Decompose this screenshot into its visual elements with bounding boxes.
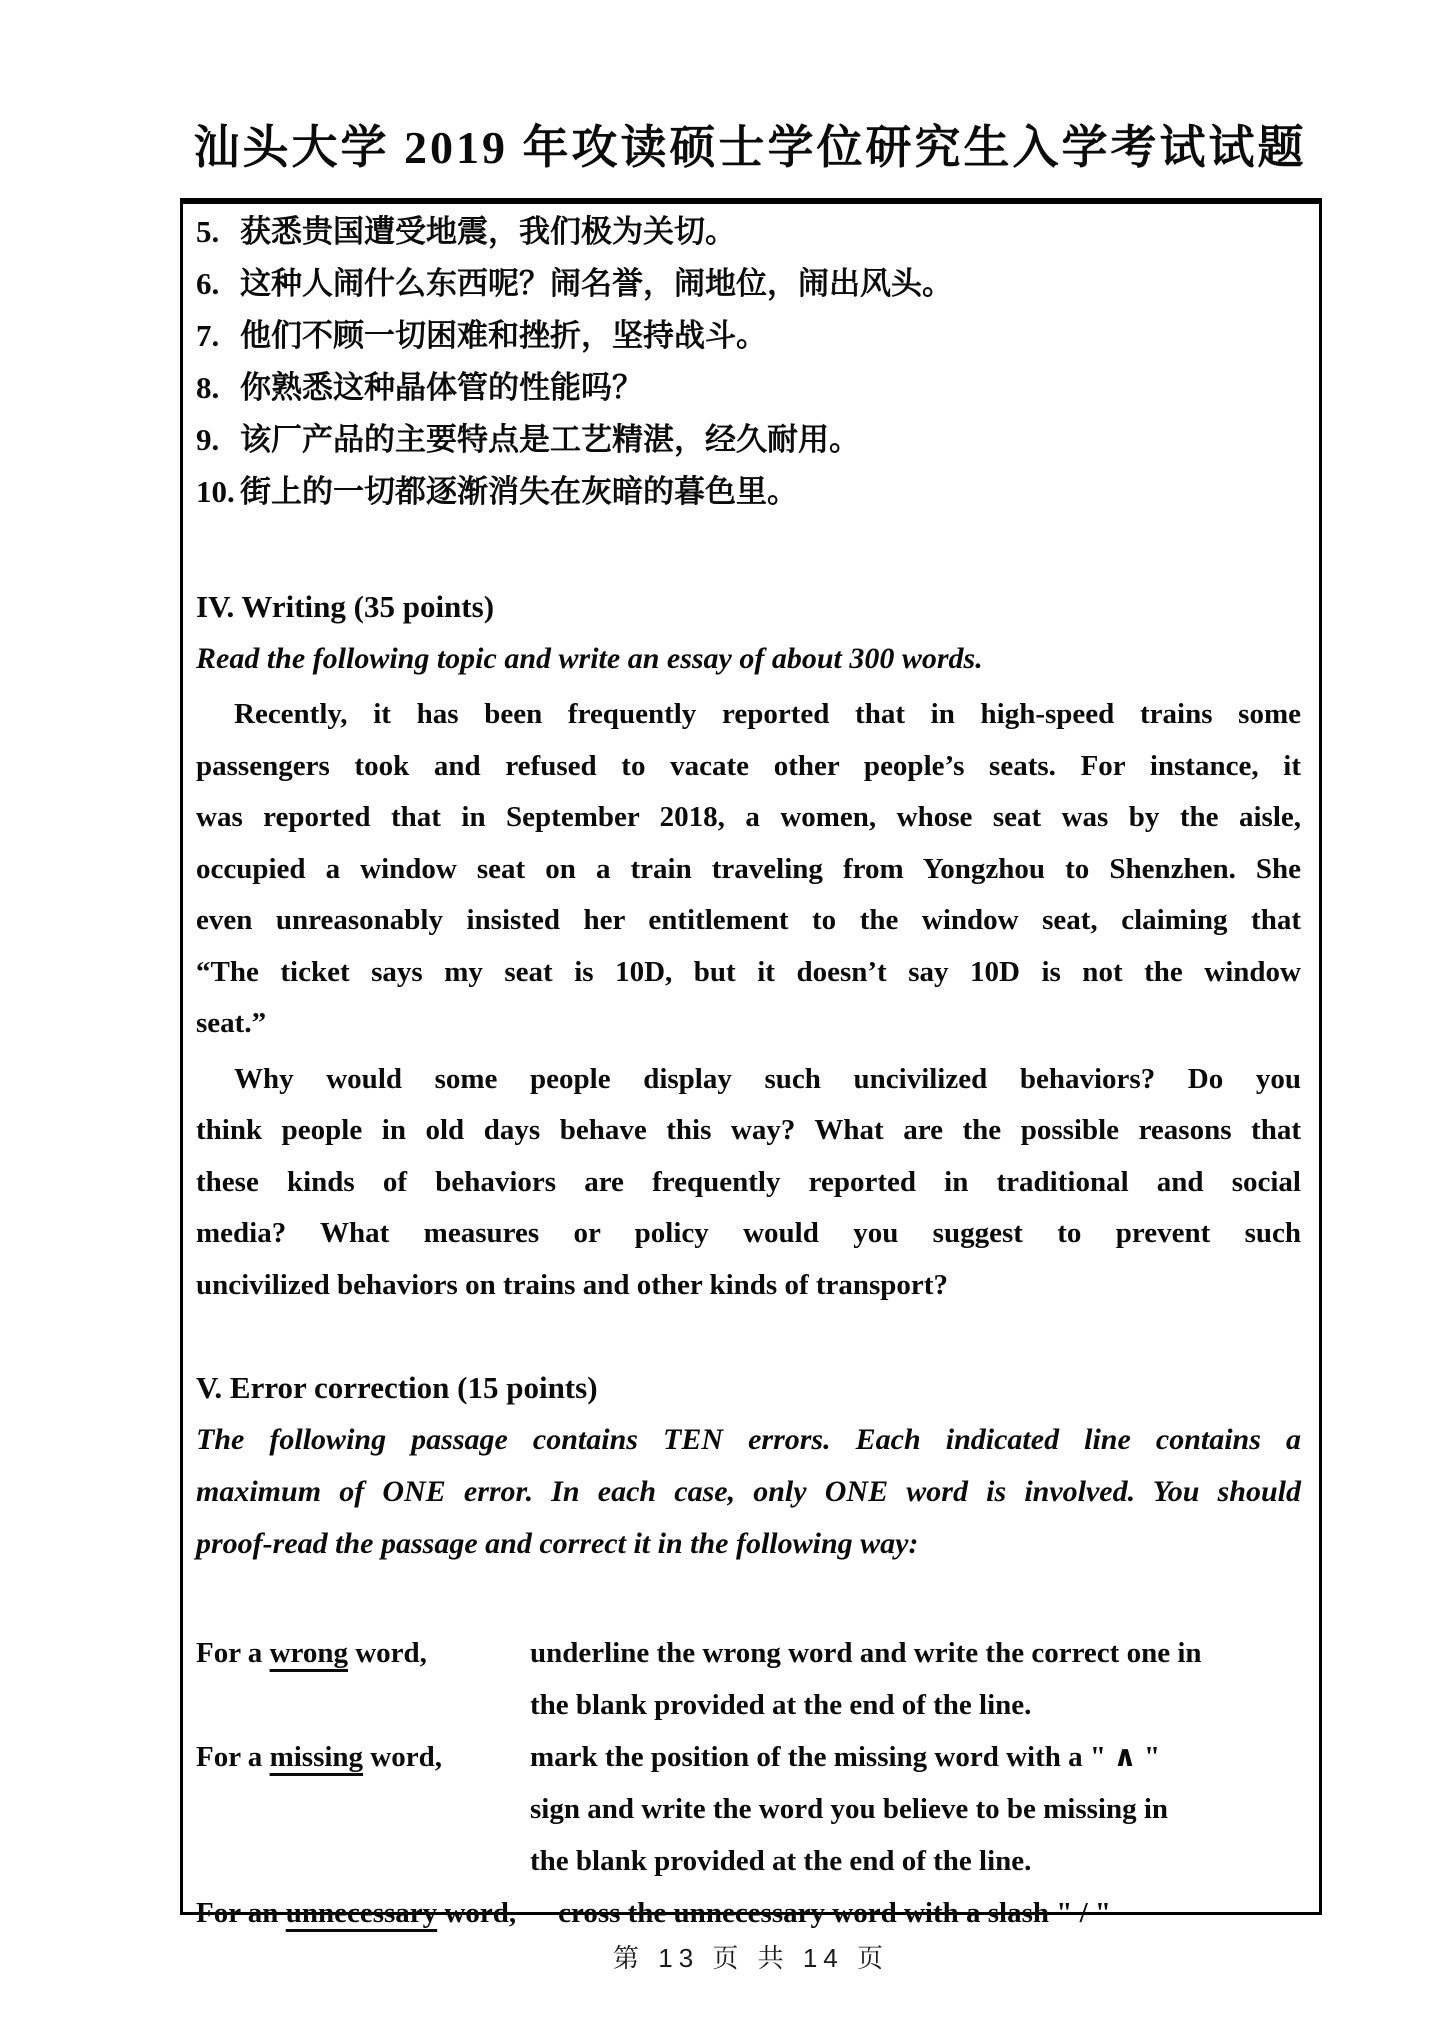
section-heading-writing: IV. Writing (35 points) bbox=[196, 589, 495, 624]
essay-line: passengers took and refused to vacate other people’s seats. For instance, it bbox=[196, 749, 1301, 782]
translation-item-6 bbox=[196, 258, 1301, 310]
error-correction-instructions bbox=[196, 1414, 1301, 1570]
item-number: 6. bbox=[196, 266, 220, 301]
translation-items bbox=[196, 206, 1301, 518]
page-title: 汕头大学 2019 年攻读硕士学位研究生入学考试试题 bbox=[193, 122, 1307, 173]
essay-line: seat.” bbox=[196, 1007, 267, 1039]
item-number: 7. bbox=[196, 318, 220, 353]
translation-item-8 bbox=[196, 362, 1301, 414]
translation-item-5 bbox=[196, 206, 1301, 258]
essay-paragraph-1 bbox=[196, 689, 1301, 1050]
item-text: 该厂产品的主要特点是工艺精湛，经久耐用。 bbox=[240, 422, 860, 457]
underlined-word: unnecessary bbox=[285, 1897, 438, 1929]
essay-line: these kinds of behaviors are frequently reported in traditional and social bbox=[196, 1165, 1301, 1198]
essay-line: media? What measures or policy would you suggest to prevent such bbox=[196, 1217, 1301, 1249]
item-number: 9. bbox=[196, 422, 220, 457]
essay-line: think people in old days behave this way? What are the possible reasons that bbox=[196, 1114, 1301, 1146]
error-correction-table bbox=[196, 1627, 1301, 1939]
item-text: 你熟悉这种晶体管的性能吗？ bbox=[240, 370, 643, 405]
ec-row-unnecessary-word bbox=[196, 1887, 1301, 1939]
item-text: 他们不顾一切困难和挫折，坚持战斗。 bbox=[240, 318, 767, 353]
ec-row-label: For a missing word, bbox=[196, 1741, 442, 1773]
ec-row-instruction: underline the wrong word and write the correct one in the blank provided at the end of the line. bbox=[530, 1637, 1202, 1721]
instruction-line: The following passage contains TEN errors. Each indicated line contains a bbox=[196, 1423, 1301, 1456]
ec-row-label: For an unnecessary word, bbox=[196, 1897, 517, 1929]
content-box bbox=[180, 198, 1322, 1929]
instruction-line: maximum of ONE error. In each case, only ONE word is involved. You should bbox=[196, 1475, 1301, 1508]
essay-line: occupied a window seat on a train traveling from Yongzhou to Shenzhen. She bbox=[196, 852, 1301, 885]
translation-item-10 bbox=[196, 466, 1301, 518]
item-number: 5. bbox=[196, 214, 220, 249]
translation-item-7 bbox=[196, 310, 1301, 362]
essay-paragraph-2 bbox=[196, 1054, 1301, 1312]
translation-item-9 bbox=[196, 414, 1301, 466]
ec-row-instruction: cross the unnecessary word with a slash " / " bbox=[558, 1897, 1111, 1929]
ec-row-instruction: mark the position of the missing word with a " ∧ " sign and write the word you believe to be missing in the blank provided at the end of the line. bbox=[530, 1741, 1169, 1877]
page-number-footer: 第 13 页 共 14 页 bbox=[613, 1943, 889, 1973]
writing-instruction: Read the following topic and write an essay of about 300 words. bbox=[196, 642, 983, 675]
item-text: 获悉贵国遭受地震，我们极为关切。 bbox=[240, 214, 736, 249]
essay-line: even unreasonably insisted her entitlement to the window seat, claiming that bbox=[196, 904, 1301, 936]
item-text: 这种人闹什么东西呢？闹名誉，闹地位，闹出风头。 bbox=[240, 266, 953, 301]
essay-line: was reported that in September 2018, a women, whose seat was by the aisle, bbox=[196, 801, 1301, 833]
essay-line: Recently, it has been frequently reported that in high-speed trains some bbox=[234, 698, 1301, 730]
ec-row-missing-word bbox=[196, 1731, 1301, 1887]
instruction-line: proof-read the passage and correct it in the following way: bbox=[196, 1527, 919, 1560]
section-heading-error-correction: V. Error correction (15 points) bbox=[196, 1370, 598, 1405]
essay-line: “The ticket says my seat is 10D, but it doesn’t say 10D is not the window bbox=[196, 955, 1301, 988]
ec-row-wrong-word bbox=[196, 1627, 1301, 1731]
underlined-word: missing bbox=[269, 1741, 364, 1773]
underlined-word: wrong bbox=[269, 1637, 348, 1669]
item-number: 10. bbox=[196, 474, 235, 509]
ec-row-label: For a wrong word, bbox=[196, 1637, 427, 1669]
item-number: 8. bbox=[196, 370, 220, 405]
essay-line: uncivilized behaviors on trains and other kinds of transport? bbox=[196, 1268, 948, 1301]
essay-line: Why would some people display such uncivilized behaviors? Do you bbox=[234, 1062, 1301, 1095]
item-text: 街上的一切都逐渐消失在灰暗的暮色里。 bbox=[240, 474, 798, 509]
